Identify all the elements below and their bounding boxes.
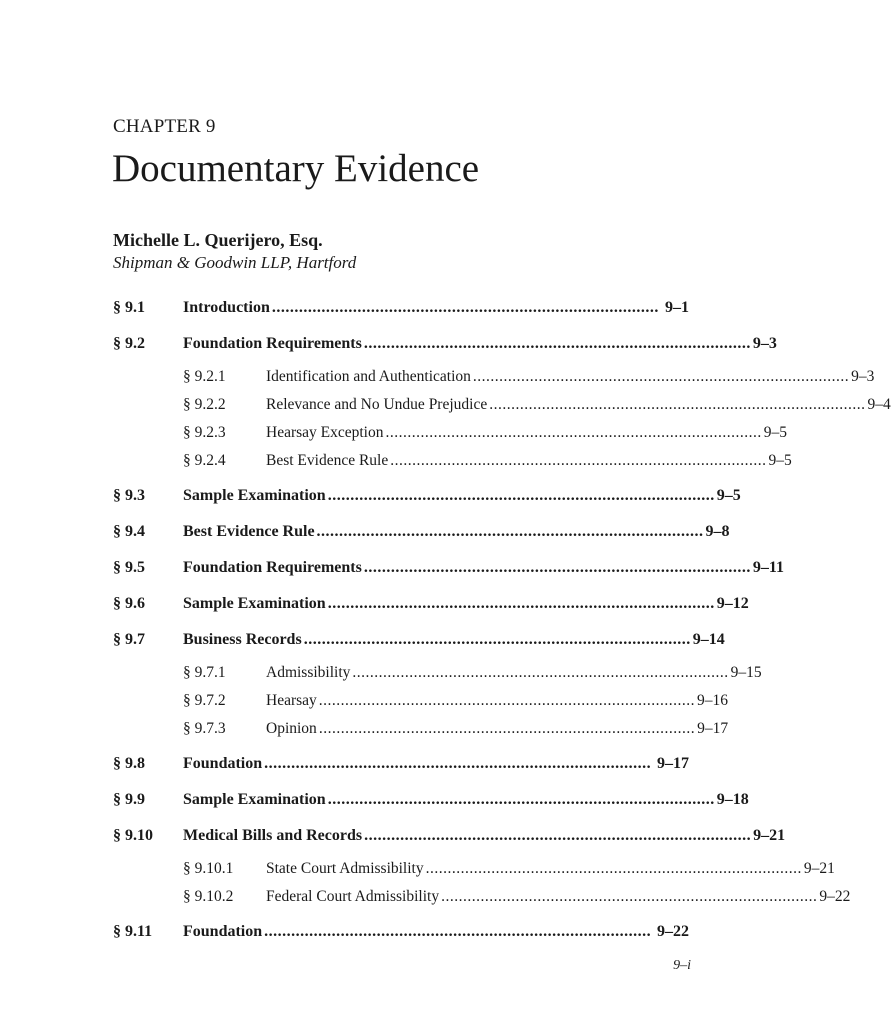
- dot-leader: ......................................................................................: [327, 791, 715, 808]
- dot-leader: ......................................................................................: [264, 755, 652, 772]
- toc-entry[interactable]: [113, 523, 730, 547]
- page-reference: 9–22: [819, 888, 851, 905]
- toc-subentry[interactable]: [113, 687, 729, 715]
- section-title: Identification and Authentication: [266, 368, 471, 385]
- section-number: § 9.6: [113, 595, 145, 612]
- toc-entry[interactable]: [113, 299, 689, 323]
- page-reference: 9–11: [752, 559, 784, 576]
- page-reference: 9–1: [665, 299, 689, 316]
- dot-leader: ......................................................................................: [327, 595, 715, 612]
- section-title: Hearsay: [266, 692, 317, 709]
- dot-leader: ......................................................................................: [425, 860, 802, 877]
- page-reference: 9–4: [867, 396, 891, 413]
- page-reference: 9–17: [657, 755, 689, 772]
- toc-entry[interactable]: [113, 631, 725, 655]
- toc-subentry[interactable]: [113, 391, 891, 419]
- section-title: Foundation: [183, 923, 263, 940]
- page-reference: 9–5: [768, 452, 792, 469]
- section-number: § 9.5: [113, 559, 145, 576]
- dot-leader: ......................................................................................: [441, 888, 818, 905]
- table-of-contents: [113, 299, 891, 947]
- page-reference: 9–16: [697, 692, 729, 709]
- page-reference: 9–5: [716, 487, 741, 504]
- section-title: Best Evidence Rule: [266, 452, 389, 469]
- dot-leader: ......................................................................................: [364, 827, 752, 844]
- dot-leader: ......................................................................................: [352, 664, 729, 681]
- author-name: Michelle L. Querijero, Esq.: [113, 230, 323, 250]
- page-reference: 9–8: [705, 523, 730, 540]
- section-number: § 9.7.2: [183, 692, 226, 709]
- section-number: § 9.4: [113, 523, 145, 540]
- page-reference: 9–12: [716, 595, 749, 612]
- page-folio: 9–i: [673, 958, 691, 973]
- toc-entry[interactable]: [113, 559, 784, 583]
- section-title: Hearsay Exception: [266, 424, 384, 441]
- dot-leader: ......................................................................................: [316, 523, 704, 540]
- section-title: Opinion: [266, 720, 317, 737]
- dot-leader: ......................................................................................: [264, 923, 652, 940]
- toc-entry[interactable]: [113, 487, 741, 511]
- section-number: § 9.2.2: [183, 396, 226, 413]
- section-title: Sample Examination: [183, 595, 326, 612]
- page-reference: 9–15: [730, 664, 762, 681]
- page-reference: 9–5: [763, 424, 787, 441]
- section-number: § 9.2.1: [183, 368, 226, 385]
- dot-leader: ......................................................................................: [327, 487, 715, 504]
- page-reference: 9–21: [753, 827, 786, 844]
- section-number: § 9.2: [113, 335, 145, 352]
- section-title: Foundation Requirements: [183, 559, 362, 576]
- section-number: § 9.8: [113, 755, 145, 772]
- page-reference: 9–14: [692, 631, 725, 648]
- dot-leader: ......................................................................................: [472, 368, 850, 385]
- section-number: § 9.1: [113, 299, 145, 316]
- toc-subentry[interactable]: [113, 659, 762, 687]
- section-title: Relevance and No Undue Prejudice: [266, 396, 488, 413]
- section-title: Sample Examination: [183, 791, 326, 808]
- toc-subentry[interactable]: [113, 883, 851, 911]
- section-title: Foundation: [183, 755, 263, 772]
- section-number: § 9.7.3: [183, 720, 226, 737]
- section-number: § 9.9: [113, 791, 145, 808]
- section-number: § 9.7: [113, 631, 145, 648]
- page-reference: 9–18: [716, 791, 749, 808]
- author-affiliation: Shipman & Goodwin LLP, Hartford: [113, 253, 357, 272]
- chapter-label: CHAPTER 9: [113, 116, 216, 137]
- toc-entry[interactable]: [113, 755, 689, 779]
- section-title: Admissibility: [266, 664, 351, 681]
- section-number: § 9.3: [113, 487, 145, 504]
- section-title: Sample Examination: [183, 487, 326, 504]
- toc-entry[interactable]: [113, 335, 777, 359]
- section-number: § 9.10.2: [183, 888, 234, 905]
- dot-leader: ......................................................................................: [318, 692, 696, 709]
- toc-subentry[interactable]: [113, 419, 787, 447]
- dot-leader: ......................................................................................: [271, 299, 659, 316]
- section-number: § 9.10: [113, 827, 153, 844]
- dot-leader: ......................................................................................: [363, 335, 751, 352]
- page-reference: 9–3: [752, 335, 777, 352]
- dot-leader: ......................................................................................: [390, 452, 767, 469]
- section-title: Best Evidence Rule: [183, 523, 315, 540]
- toc-entry[interactable]: [113, 827, 786, 851]
- section-title: Foundation Requirements: [183, 335, 362, 352]
- section-title: Introduction: [183, 299, 270, 316]
- toc-entry[interactable]: [113, 791, 749, 815]
- section-title: Federal Court Admissibility: [266, 888, 440, 905]
- toc-entry[interactable]: [113, 923, 689, 947]
- page-reference: 9–3: [851, 368, 875, 385]
- section-number: § 9.7.1: [183, 664, 226, 681]
- dot-leader: ......................................................................................: [489, 396, 866, 413]
- section-number: § 9.11: [113, 923, 153, 940]
- page-reference: 9–21: [803, 860, 835, 877]
- dot-leader: ......................................................................................: [318, 720, 696, 737]
- page-reference: 9–22: [657, 923, 689, 940]
- section-number: § 9.2.4: [183, 452, 226, 469]
- toc-subentry[interactable]: [113, 715, 729, 743]
- section-number: § 9.10.1: [183, 860, 234, 877]
- page-reference: 9–17: [697, 720, 729, 737]
- toc-subentry[interactable]: [113, 855, 835, 883]
- toc-subentry[interactable]: [113, 363, 875, 391]
- toc-entry[interactable]: [113, 595, 749, 619]
- toc-subentry[interactable]: [113, 447, 792, 475]
- chapter-title: Documentary Evidence: [112, 147, 480, 190]
- dot-leader: ......................................................................................: [303, 631, 691, 648]
- section-title: State Court Admissibility: [266, 860, 424, 877]
- section-title: Medical Bills and Records: [183, 827, 363, 844]
- dot-leader: ......................................................................................: [385, 424, 762, 441]
- section-number: § 9.2.3: [183, 424, 226, 441]
- dot-leader: ......................................................................................: [363, 559, 751, 576]
- section-title: Business Records: [183, 631, 302, 648]
